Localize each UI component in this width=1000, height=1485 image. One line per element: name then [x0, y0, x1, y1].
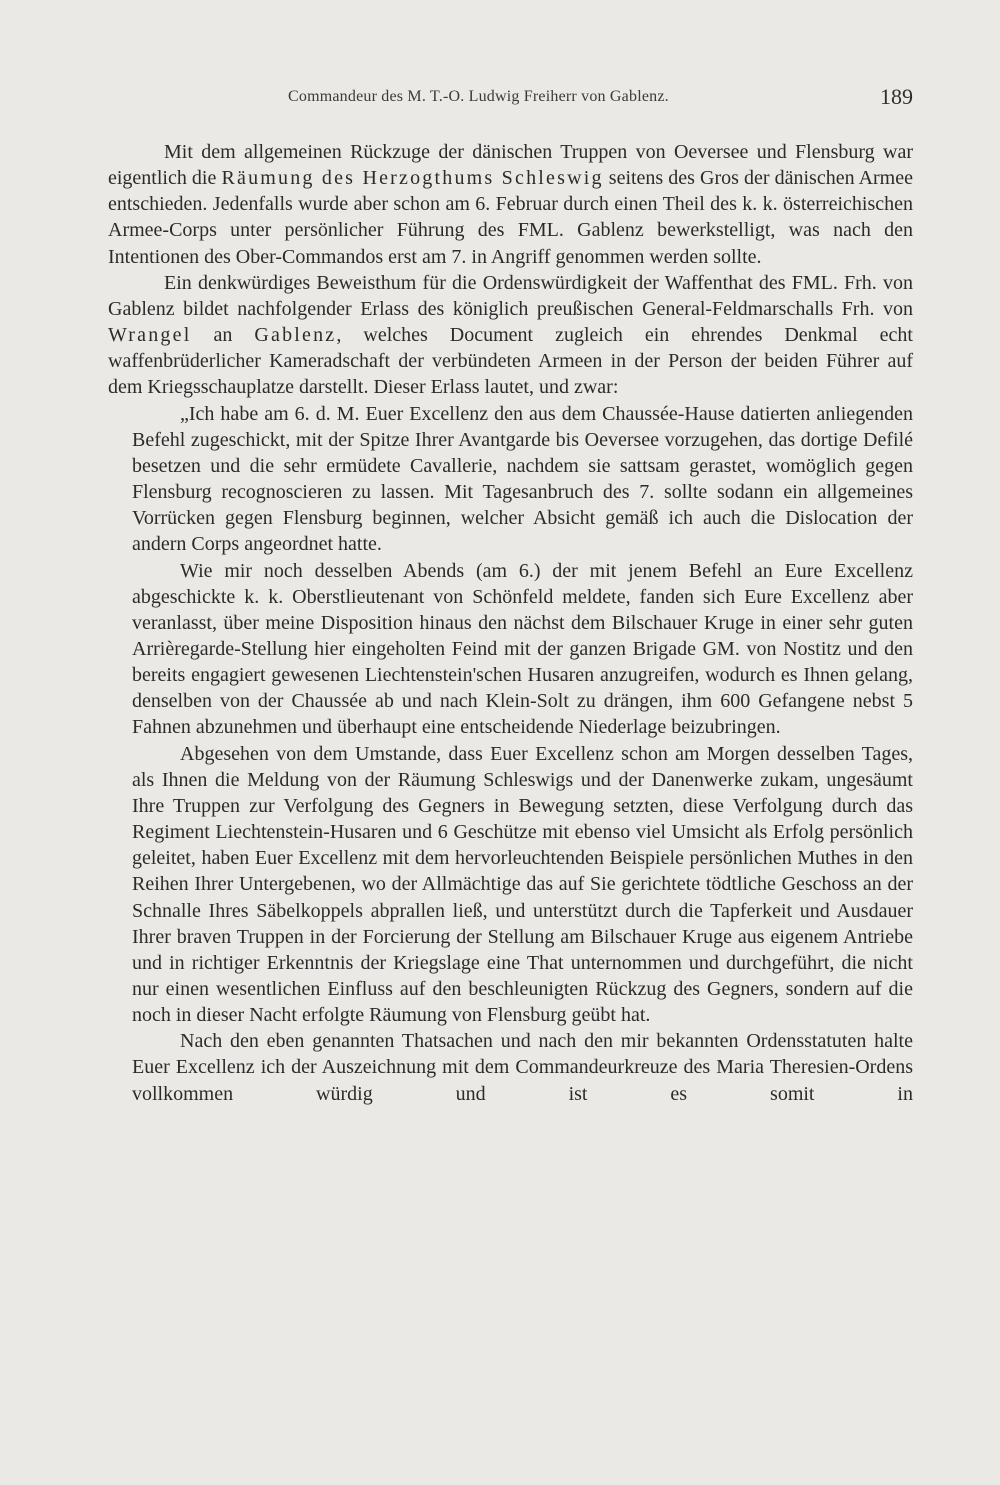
paragraph-1-spaced-1: Räumung des Herzogthums Schleswig	[221, 167, 604, 190]
running-head	[108, 84, 913, 112]
body-text	[108, 139, 913, 1107]
paragraph-4: Wie mir noch desselben Abends (am 6.) der mit jenem Befehl an Eure Excellenz abgeschickte k. k. Oberstlieutenant von Schönfeld meldete, fanden sich Eure Excellenz aber veranlasst, über meine Disposition hinaus den nächst dem Bilschauer Kruge in einer sehr guten Arrièregarde-Stellung hier eingeholten Feind mit der ganzen Brigade GM. von Nostitz und den bereits engagiert gewesenen Liechtenstein'schen Husaren anzugreifen, wodurch es Ihnen gelang, denselben von der Chaussée ab und nach Klein-Solt zu drängen, ihm 600 Gefangene nebst 5 Fahnen abzunehmen und überhaupt eine entscheidende Niederlage beizubringen.	[132, 559, 913, 739]
running-title: Commandeur des M. T.-O. Ludwig Freiherr von Gablenz.	[288, 88, 669, 105]
paragraph-2-text-3: , welches Document zugleich ein ehrendes Denkmal echt waffenbrüderlicher Kameradschaft der verbündeten Armeen in der Person der beiden Führer auf dem Kriegsschauplatze darstellt. Dieser Erlass lautet, und zwar:	[108, 324, 913, 399]
paragraph-5: Abgesehen von dem Umstande, dass Euer Excellenz schon am Morgen desselben Tages, als Ihnen die Meldung von der Räumung Schleswigs und der Danenwerke zukam, ungesäumt Ihre Truppen zur Verfolgung des Gegners in Bewegung setzten, diese Verfolgung durch das Regiment Liechtenstein-Husaren und 6 Geschütze mit ebenso viel Umsicht als Erfolg persönlich geleitet, haben Euer Excellenz mit dem hervorleuchtenden Beispiele persönlichen Muthes in den Reihen Ihrer Untergebenen, wo der Allmächtige das auf Sie gerichtete tödtliche Geschoss an der Schnalle Ihres Säbelkoppels abprallen ließ, und unterstützt durch die Tapferkeit und Ausdauer Ihrer braven Truppen in der Forcierung der Stellung am Bilschauer Kruge aus eigenem Antriebe und in richtiger Erkenntnis der Kriegslage eine That unternommen und durchgeführt, die nicht nur einen wesentlichen Einfluss auf den beschleunigten Rückzug des Gegners, sondern auf die noch in dieser Nacht erfolgte Räumung von Flensburg geübt hat.	[132, 742, 913, 1027]
paragraph-2-spaced-1: Wrangel	[108, 324, 192, 347]
paragraph-3: „Ich habe am 6. d. M. Euer Excellenz den aus dem Chaussée-Hause datierten anliegenden Befehl zugeschickt, mit der Spitze Ihrer Avantgarde bis Oeversee vorzugehen, das dortige Defilé besetzen und die sehr ermüdete Cavallerie, nachdem sie sattsam gerastet, womöglich gegen Flensburg recognoscieren zu lassen. Mit Tagesanbruch des 7. sollte sodann ein allgemeines Vorrücken gegen Flensburg beginnen, welcher Absicht gemäß ich auch die Dislocation der andern Corps angeordnet hatte.	[132, 402, 913, 556]
paragraph-1	[108, 139, 913, 270]
paragraph-2-spaced-2: Gablenz	[254, 324, 337, 347]
paragraph-1-text-1: Mit dem allgemeinen Rückzuge der dänischen Truppen von Oeversee und Flensburg war eigentlich die	[108, 141, 913, 190]
paragraph-2-text-1: Ein denkwürdiges Beweisthum für die Ordenswürdigkeit der Waffenthat des FML. Frh. von Gablenz bildet nachfolgender Erlass des königlich preußischen General-Feldmarschalls Frh. von	[108, 271, 913, 320]
paragraph-2	[108, 270, 913, 401]
paragraph-2-text-2: an	[191, 324, 255, 347]
paragraph-1-text-2: seitens des Gros der dänischen Armee entschieden. Jedenfalls wurde aber schon am 6. Februar durch einen Theil des k. k. österreichischen Armee-Corps unter persönlicher Führung des FML. Gablenz bewerkstelligt, was nach den Intentionen des Ober-Commandos erst am 7. in Angriff genommen werden sollte.	[108, 167, 913, 268]
paragraph-6: Nach den eben genannten Thatsachen und nach den mir bekannten Ordensstatuten halte Euer Excellenz ich der Auszeichnung mit dem Commandeurkreuze des Maria Theresien-Ordens vollkommen würdig und ist es somit in	[132, 1030, 913, 1105]
page-number: 189	[880, 84, 913, 109]
quoted-decree	[132, 401, 913, 1107]
